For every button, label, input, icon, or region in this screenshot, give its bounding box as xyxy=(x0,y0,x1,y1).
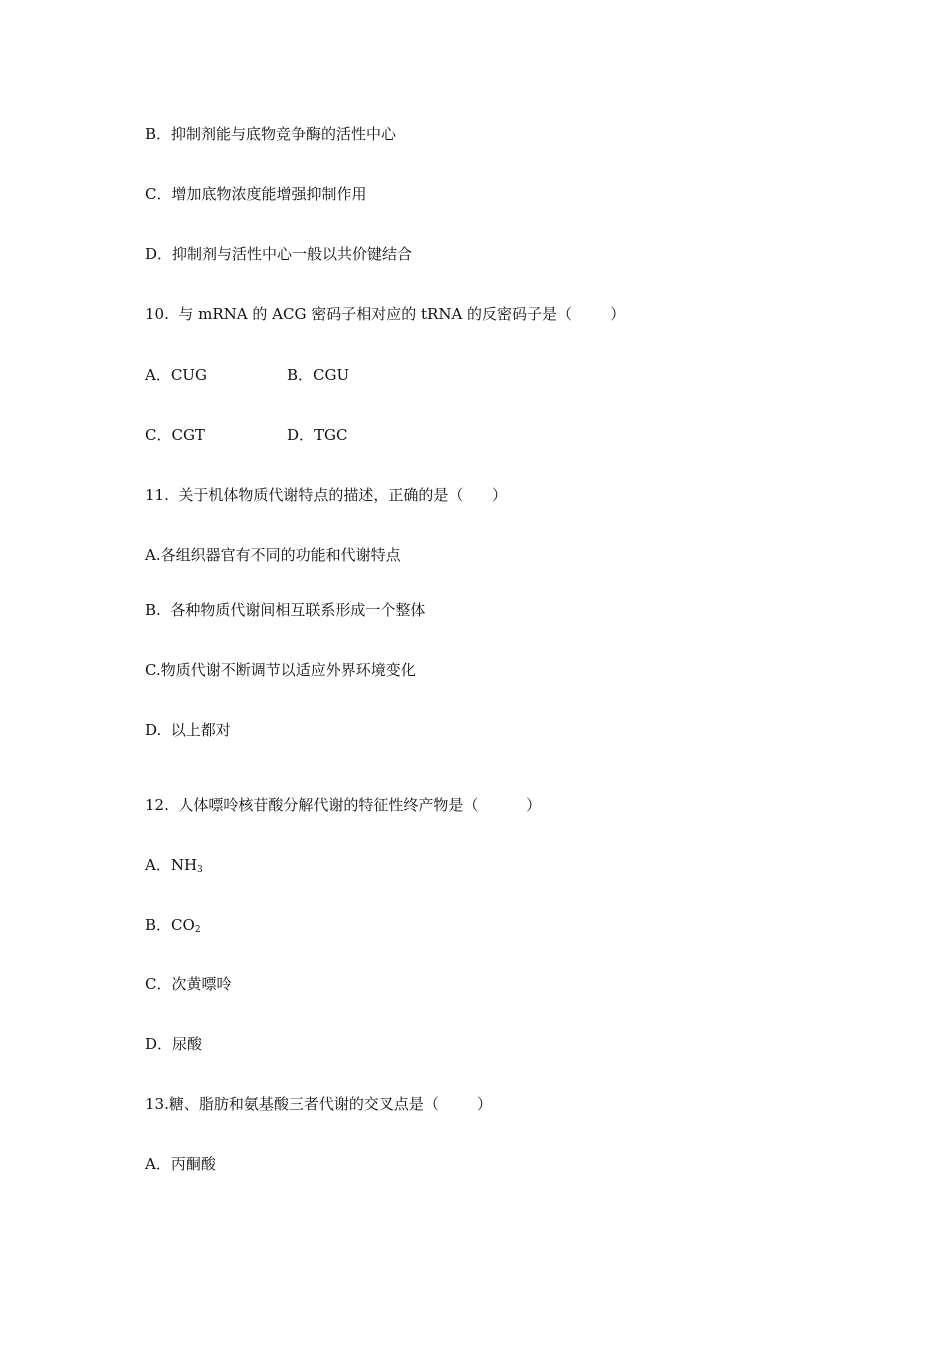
q10-option-b: B．CGU xyxy=(287,366,350,384)
q12-option-b-text: B．CO xyxy=(145,916,195,934)
q9-option-d: D．抑制剂与活性中心一般以共价键结合 xyxy=(145,245,413,263)
q10-option-a: A．CUG xyxy=(145,366,207,384)
q13-stem: 13.糖、脂肪和氨基酸三者代谢的交叉点是（ ） xyxy=(145,1095,493,1113)
q9-option-b: B．抑制剂能与底物竞争酶的活性中心 xyxy=(145,125,397,143)
q12-option-b xyxy=(145,915,201,940)
q13-option-a: A．丙酮酸 xyxy=(145,1155,216,1173)
q11-stem: 11. 关于机体物质代谢特点的描述，正确的是（ ） xyxy=(145,486,508,504)
q12-option-a-subscript: 3 xyxy=(197,865,203,875)
q11-option-b: B. 各种物质代谢间相互联系形成一个整体 xyxy=(145,601,426,619)
q10-option-d: D．TGC xyxy=(287,426,348,444)
q12-stem: 12. 人体嘌呤核苷酸分解代谢的特征性终产物是（ ） xyxy=(145,796,542,814)
q12-option-a-text: A．NH xyxy=(145,856,198,874)
q12-option-a xyxy=(145,855,203,880)
q11-option-a: A.各组织器官有不同的功能和代谢特点 xyxy=(145,546,401,564)
q10-stem: 10. 与 mRNA 的 ACG 密码子相对应的 tRNA 的反密码子是（ ） xyxy=(145,305,626,323)
q12-option-b-subscript: 2 xyxy=(194,925,201,935)
q12-option-d: D．尿酸 xyxy=(145,1035,203,1053)
q11-option-c: C.物质代谢不断调节以适应外界环境变化 xyxy=(145,661,416,679)
q9-option-c: C．增加底物浓度能增强抑制作用 xyxy=(145,185,367,203)
q10-option-c: C．CGT xyxy=(145,426,205,444)
q11-option-d: D. 以上都对 xyxy=(145,721,231,739)
q12-option-c: C．次黄嘌呤 xyxy=(145,975,232,993)
